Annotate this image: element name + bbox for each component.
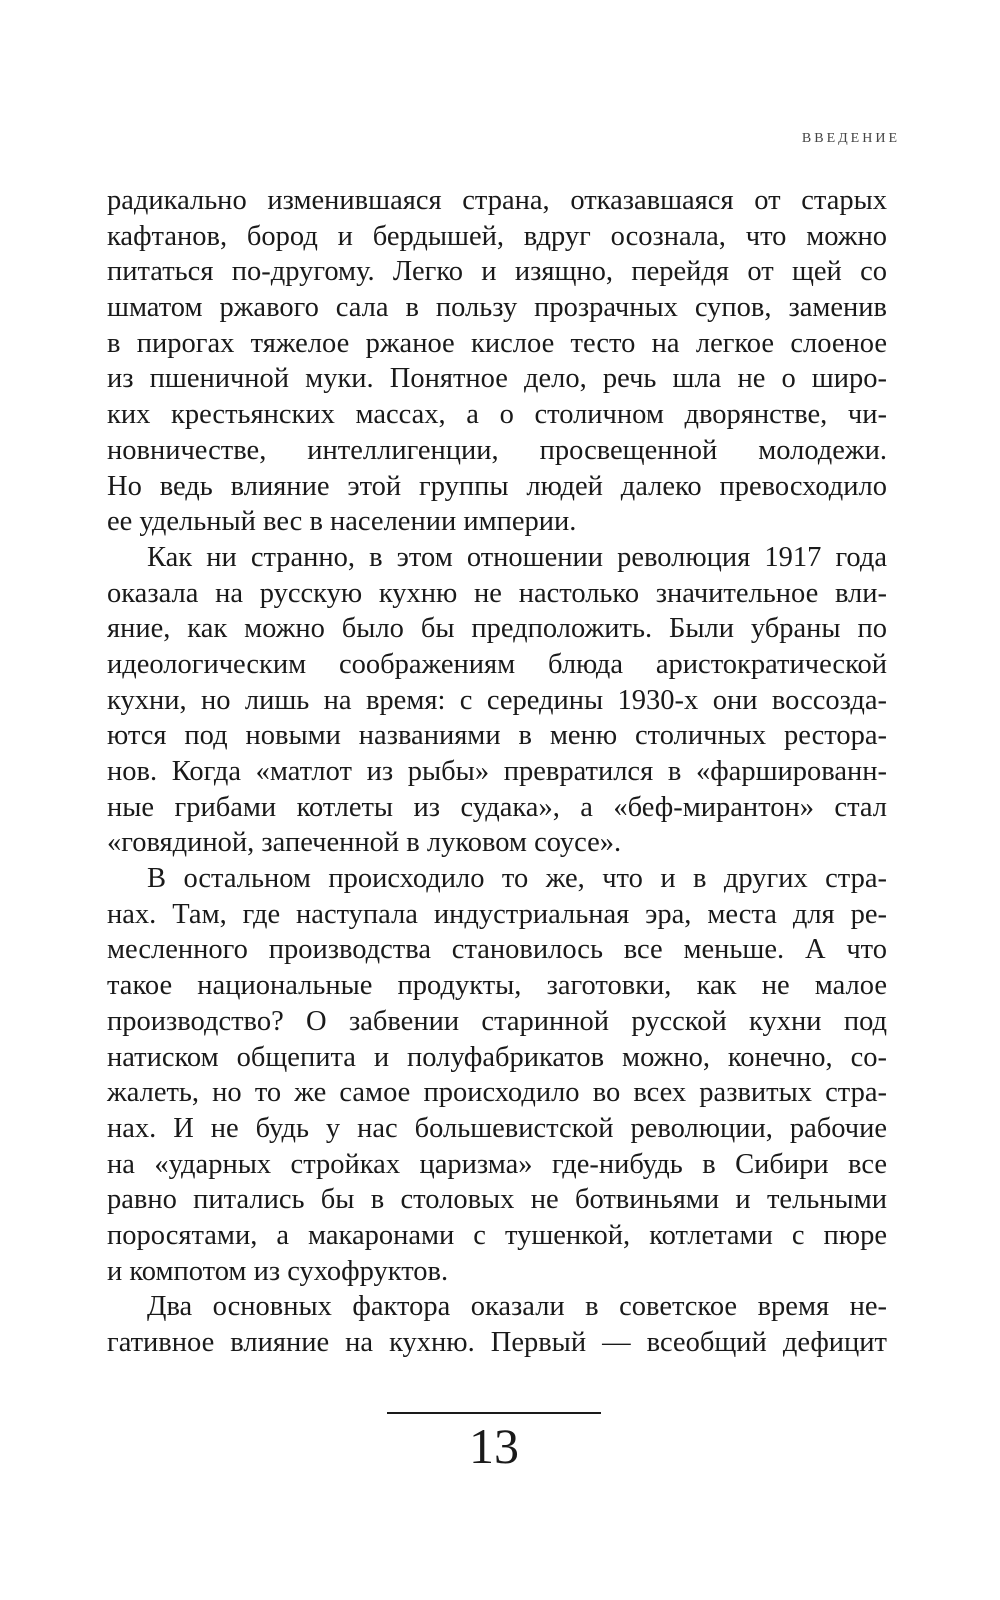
page-number: 13 xyxy=(469,1418,519,1474)
text-line: гативное влияние на кухню. Первый — всеобщий дефицит xyxy=(107,1327,887,1358)
text-line: радикально изменившаяся страна, отказавшаяся от старых xyxy=(107,185,887,216)
text-line: в пирогах тяжелое ржаное кислое тесто на легкое слоеное xyxy=(107,327,887,359)
page-number-rule xyxy=(387,1412,601,1414)
paragraph-start-line: Два основных фактора оказали в советское время не- xyxy=(147,1291,887,1323)
text-line: нов. Когда «матлот из рыбы» превратился в «фаршированн- xyxy=(107,756,887,787)
text-line: и компотом из сухофруктов. xyxy=(107,1255,449,1287)
text-line: оказала на русскую кухню не настолько значительное вли- xyxy=(107,577,887,609)
text-line: ких крестьянских массах, а о столичном дворянстве, чи- xyxy=(107,399,887,431)
text-line: «говядиной, запеченной в луковом соусе». xyxy=(107,827,622,859)
text-line: питаться по-другому. Легко и изящно, перейдя от щей со xyxy=(107,256,887,288)
text-line: такое национальные продукты, заготовки, как не малое xyxy=(107,970,887,1002)
paragraph-start-line: В остальном происходило то же, что и в других стра- xyxy=(147,863,887,895)
text-line: поросятами, а макаронами с тушенкой, котлетами с пюре xyxy=(107,1219,887,1251)
text-line: нах. Там, где наступала индустриальная эра, места для ре- xyxy=(107,898,887,930)
text-line: яние, как можно было бы предположить. Были убраны по xyxy=(107,613,887,645)
text-line: кухни, но лишь на время: с середины 1930-х они воссозда- xyxy=(107,684,887,716)
text-line: равно питались бы в столовых не ботвиньями и тельными xyxy=(107,1184,887,1216)
text-line: натиском общепита и полуфабрикатов можно, конечно, со- xyxy=(107,1041,887,1073)
text-line: идеологическим соображениям блюда аристократической xyxy=(107,648,887,680)
text-line: кафтанов, бород и бердышей, вдруг осознала, что можно xyxy=(107,220,887,252)
text-line: шматом ржавого сала в пользу прозрачных супов, заменив xyxy=(107,292,887,324)
body-text xyxy=(107,183,887,1361)
text-line: ются под новыми названиями в меню столичных рестора- xyxy=(107,720,887,752)
text-line: производство? О забвении старинной русской кухни под xyxy=(107,1005,887,1037)
text-line: новничестве, интеллигенции, просвещенной молодежи. xyxy=(107,434,887,466)
text-line: ные грибами котлеты из судака», а «беф-мирантон» стал xyxy=(107,791,887,823)
text-line: жалеть, но то же самое происходило во всех развитых стра- xyxy=(107,1077,887,1109)
text-line: на «ударных стройках царизма» где-нибудь в Сибири все xyxy=(107,1148,887,1180)
text-line: из пшеничной муки. Понятное дело, речь шла не о широ- xyxy=(107,363,887,395)
text-line: нах. И не будь у нас большевистской революции, рабочие xyxy=(107,1112,887,1144)
text-line: Но ведь влияние этой группы людей далеко превосходило xyxy=(107,470,887,502)
text-line: месленного производства становилось все меньше. А что xyxy=(107,934,887,966)
text-line: ее удельный вес в населении империи. xyxy=(107,506,577,538)
running-header: ВВЕДЕНИЕ xyxy=(801,131,900,146)
paragraph-start-line: Как ни странно, в этом отношении революция 1917 года xyxy=(147,541,887,573)
